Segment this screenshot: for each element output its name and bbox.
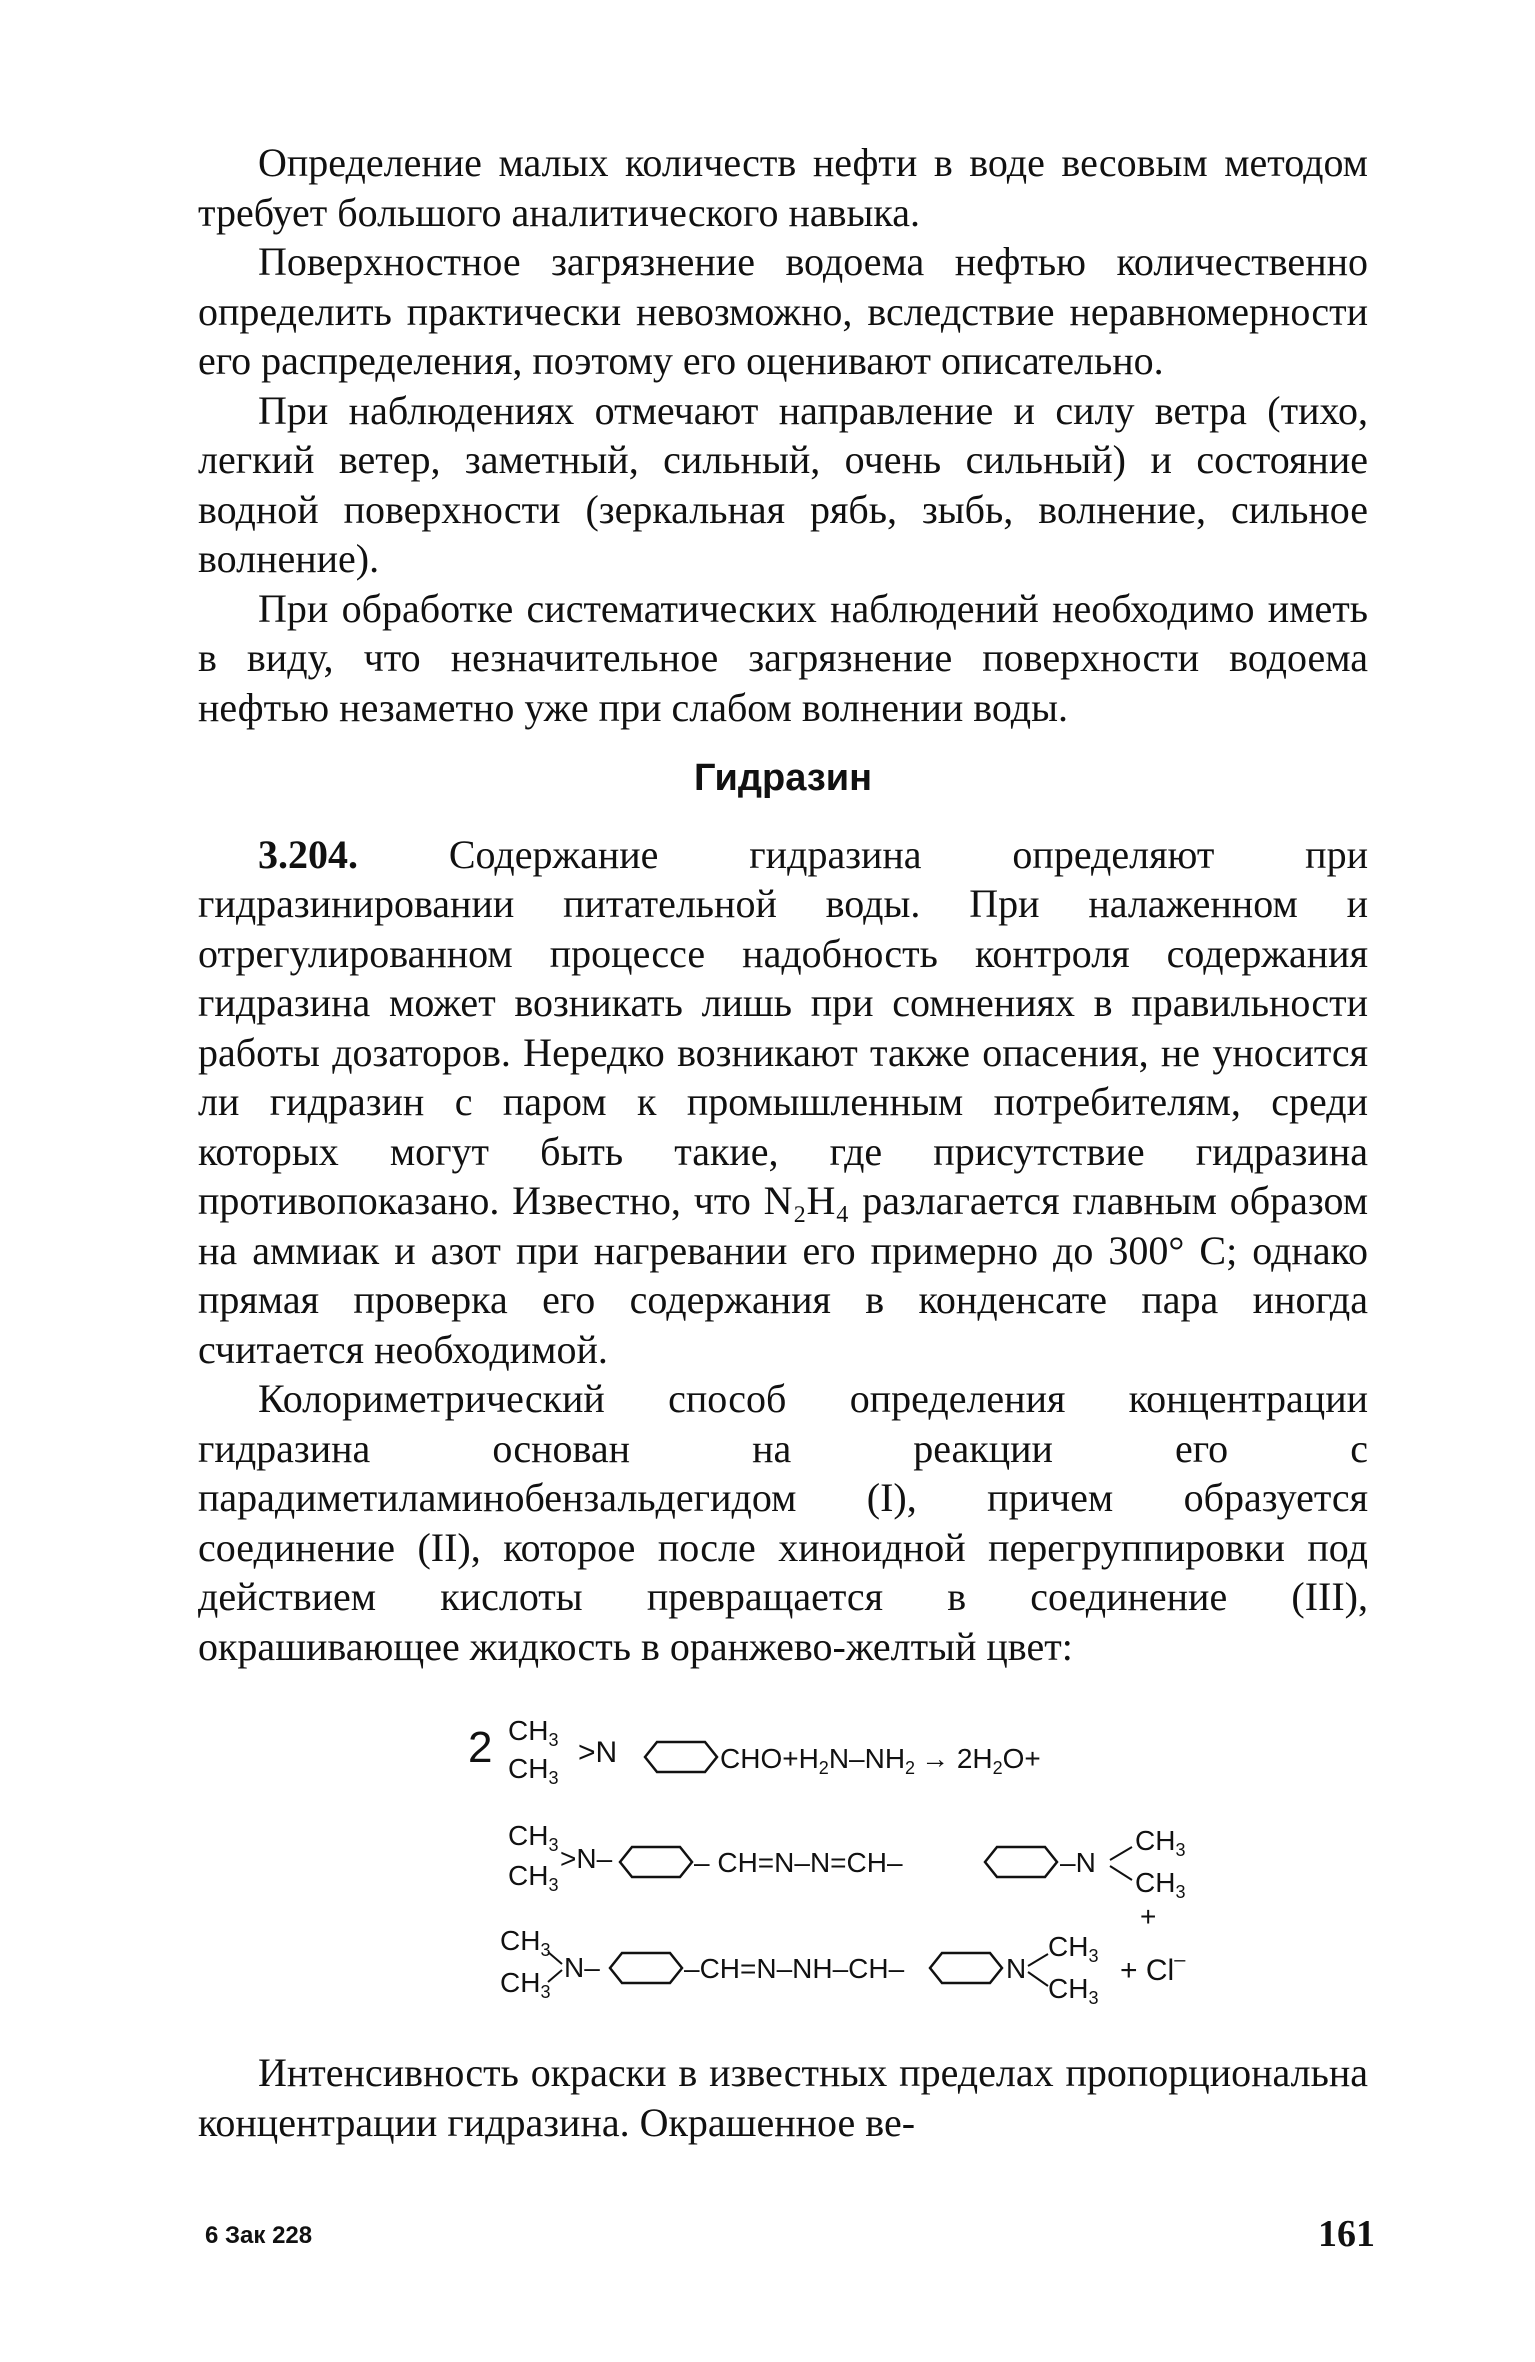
formula-positive-charge: + — [1140, 1901, 1157, 1932]
section-heading: Гидразин — [693, 757, 873, 799]
formula-bridge-2: – CH=N–N=CH– — [694, 1847, 903, 1878]
formula-n-right-2: –N — [1060, 1847, 1096, 1878]
paragraph-3: При наблюдениях отмечают направление и силу ветра (тихо, легкий ветер, заметный, сильный, очень сильный) и состояние водной поверхности (зеркальная рябь, зыбь, волнение, сильное волнение). — [198, 387, 1368, 581]
formula-coefficient: 2 — [468, 1723, 493, 1772]
paragraph-1: Определение малых количеств нефти в воде весовым методом требует большого аналитического навыка. — [198, 140, 1368, 235]
closing-paragraph: Интенсивность окраски в известных пределах пропорциональна концентрации гидразина. Окрашенное ве- — [198, 2050, 1368, 2145]
formula-n-left-2: >N– — [560, 1843, 613, 1874]
section-paragraph — [198, 830, 1368, 1375]
paragraph-4: При обработке систематических наблюдений необходимо иметь в виду, что незначительное загрязнение поверхности водоема нефтью незаметно уже при слабом волнении воды. — [198, 585, 1368, 730]
formula-line-2 — [508, 1820, 1185, 1902]
print-order-mark: 6 Зак 228 — [205, 2222, 313, 2249]
section-text: Содержание гидразина определяют при гидразинировании питательной воды. При налаженном и отрегулированном процессе надобность контроля содержания гидразина может возникать лишь при сомнениях в правильности работы дозаторов. Нередко возникают также опасения, не уносится ли гидразин с паром к промышленным потребителям, среди которых могут быть такие, где присутствие гидразина противопоказано. Известно, что N₂H₄ разлагается главным образом на аммиак и азот при нагревании его примерно до 300° С; однако прямая проверка его содержания в конденсате пара иногда считается необходимой. — [198, 831, 1368, 1372]
formula-line-3 — [500, 1901, 1186, 2008]
formula-ch3-bottom: $CH_3$ — [508, 1753, 559, 1788]
formula-line1-tail: $CHO+H_2N-NH_2 \to 2H_2O+$ — [720, 1743, 1041, 1778]
formula-ch3-bottom-3: $CH_3$ — [500, 1967, 551, 2002]
formula-ch3-right-top-2: $CH_3$ — [1135, 1825, 1186, 1860]
paragraph-2: Поверхностное загрязнение водоема нефтью количественно определить практически невозможно, вследствие неравномерности его распределения, поэтому его оценивают описательно. — [198, 239, 1368, 383]
page-number: 161 — [1318, 2213, 1375, 2255]
formula-ch3-right-bottom-3: $CH_3$ — [1048, 1973, 1099, 2008]
main-text — [198, 138, 1368, 1671]
formula-ch3-top-2: $CH_3$ — [508, 1820, 559, 1855]
formula-bridge-3: –CH=N–NH–CH– — [684, 1953, 905, 1984]
formula-ch3-bottom-2: $CH_3$ — [508, 1860, 559, 1895]
benzene-ring-icon — [985, 1847, 1057, 1877]
section-number: 3.204. — [258, 831, 358, 877]
formula-ch3-top-3: $CH_3$ — [500, 1925, 551, 1960]
benzene-ring-icon — [610, 1953, 682, 1983]
closing-text — [198, 2048, 1368, 2147]
formula-ch3-top: $CH_3$ — [508, 1715, 559, 1750]
colorimetric-paragraph: Колориметрический способ определения концентрации гидразина основан на реакции его с парадиметиламинобензальдегидом (I), причем образуется соединение (II), которое после хиноидной перегруппировки под действием кислоты превращается в соединение (III), окрашивающее жидкость в оранжево-желтый цвет: — [198, 1376, 1368, 1669]
formula-line-1 — [468, 1715, 1041, 1788]
formula-n-left-3: N– — [564, 1952, 600, 1983]
formula-ch3-right-top-3: $CH_3$ — [1048, 1931, 1099, 1966]
formula-ch3-right-bottom-2: $CH_3$ — [1135, 1867, 1186, 1902]
benzene-ring-icon — [645, 1742, 717, 1772]
benzene-ring-icon — [930, 1953, 1002, 1983]
formula-n: >N — [578, 1736, 618, 1769]
formula-chloride: + Cl– — [1120, 1949, 1186, 1987]
benzene-ring-icon — [620, 1847, 692, 1877]
formula-n-right-3: N — [1006, 1953, 1027, 1984]
reaction-formula — [460, 1700, 1260, 2030]
